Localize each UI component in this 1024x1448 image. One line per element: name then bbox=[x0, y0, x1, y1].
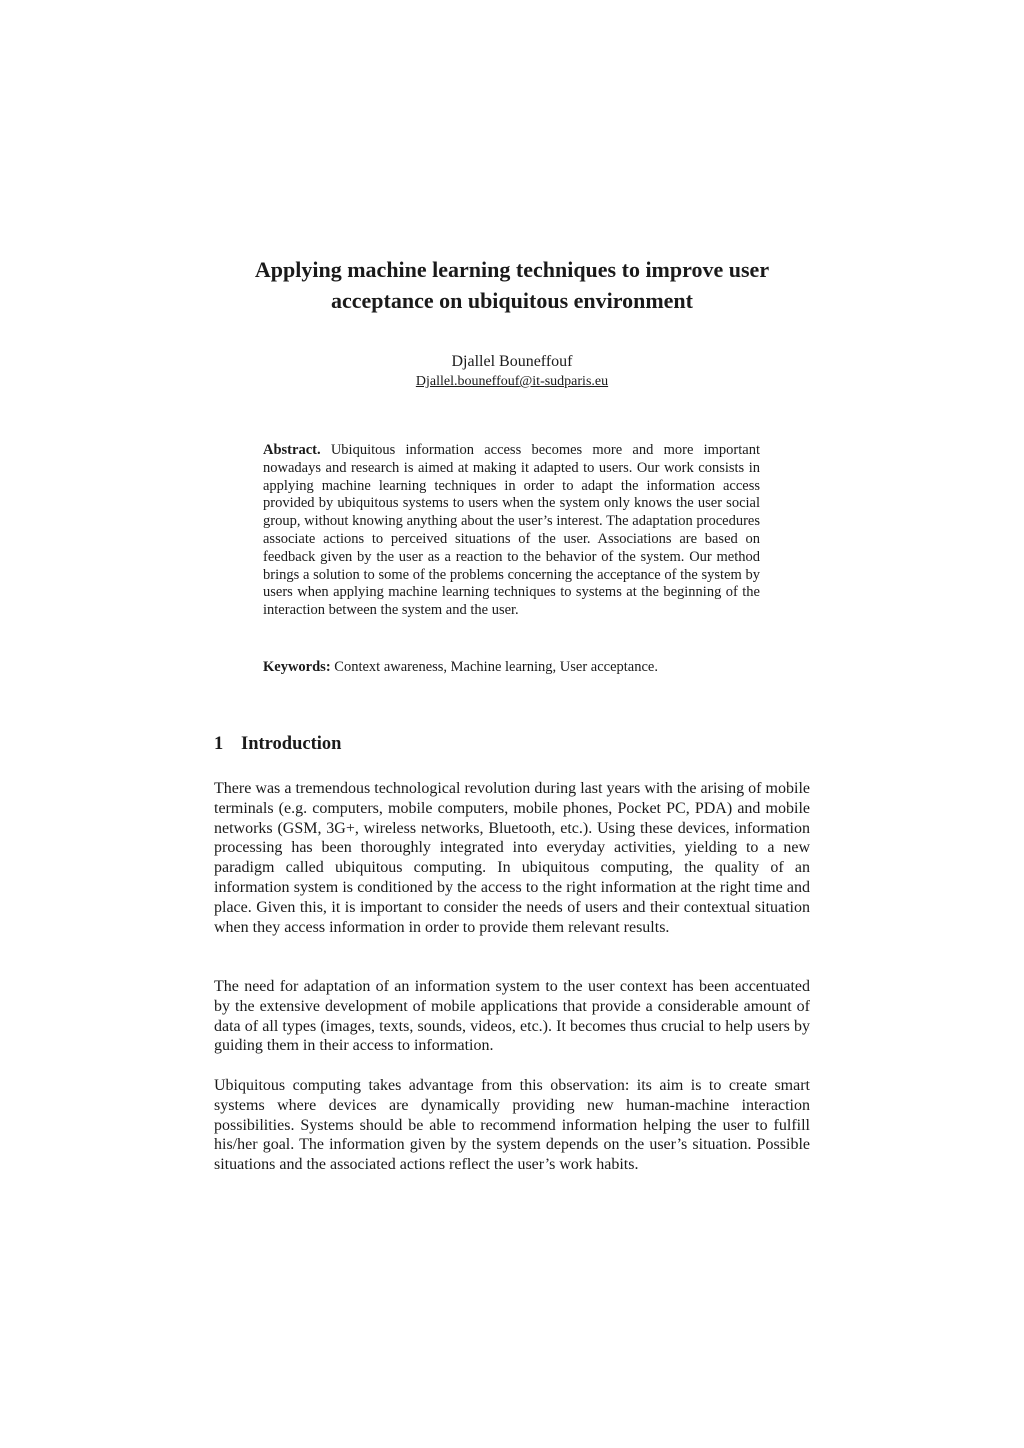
section-heading bbox=[214, 732, 341, 756]
abstract-label: Abstract. bbox=[263, 442, 321, 458]
intro-paragraph-1: There was a tremendous technological revolution during last years with the arising of mobile terminals (e.g. computers, mobile computers, mobile phones, Pocket PC, PDA) and mobile networks (GSM, 3G+, wireless networks, Bluetooth, etc.). Using these devices, information processing has been thoroughly integrated into everyday activities, yielding to a new paradigm called ubiquitous computing. In ubiquitous computing, the quality of an information system is conditioned by the access to the right information at the right time and place. Given this, it is important to consider the needs of users and their contextual situation when they access information in order to provide them relevant results. bbox=[214, 780, 810, 936]
keywords-label: Keywords: bbox=[263, 659, 331, 675]
keywords-text: Context awareness, Machine learning, User acceptance. bbox=[334, 659, 658, 675]
section-number: 1 bbox=[214, 734, 224, 754]
abstract-text: Ubiquitous information access becomes more and more important nowadays and research is aimed at making it adapted to users. Our work consists in applying machine learning techniques in order to adapt the information access provided by ubiquitous systems to users when the system only knows the user social group, without knowing anything about the user’s interest. The adaptation procedures associate actions to perceived situations of the user. Associations are based on feedback given by the user as a reaction to the behavior of the system. Our method brings a solution to some of the problems concerning the acceptance of the system by users when applying machine learning techniques to systems at the beginning of the interaction between the system and the user. bbox=[263, 442, 760, 619]
abstract bbox=[263, 442, 760, 620]
author-email-link[interactable]: Djallel.bouneffouf@it-sudparis.eu bbox=[415, 374, 609, 389]
section-title: Introduction bbox=[241, 734, 342, 754]
intro-paragraph-3: Ubiquitous computing takes advantage from this observation: its aim is to create smart systems where devices are dynamically providing new human-machine interaction possibilities. Systems should be able to recommend information helping the user to fulfill his/her goal. The information given by the system depends on the user’s situation. Possible situations and the associated actions reflect the user’s work habits. bbox=[214, 1077, 810, 1174]
paper-title-line-2: acceptance on ubiquitous environment bbox=[330, 288, 693, 313]
keywords bbox=[263, 658, 760, 676]
intro-paragraph-2: The need for adaptation of an information system to the user context has been accentuated by the extensive development of mobile applications that provide a considerable amount of data of all types (images, texts, sounds, videos, etc.). It becomes thus crucial to help users by guiding them in their access to information. bbox=[214, 978, 810, 1055]
paper-title bbox=[200, 254, 824, 316]
author-name: Djallel Bouneffouf bbox=[451, 353, 573, 370]
paper-title-line-1: Applying machine learning techniques to improve user bbox=[254, 257, 770, 282]
